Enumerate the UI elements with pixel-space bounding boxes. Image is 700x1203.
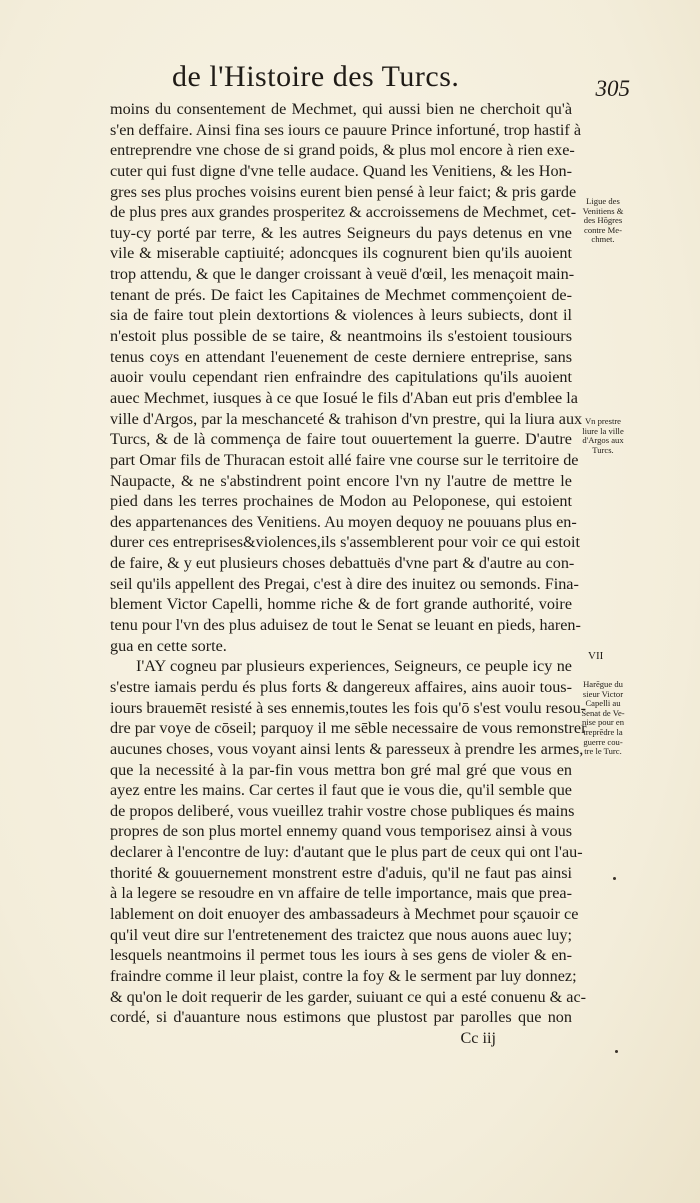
text-line: qu'il veut dire sur l'entretenement des traictez que nous auons auec luy; [110, 925, 572, 944]
text-line: propres de son plus mortel ennemy quand vous temporisez ainsi à vous [110, 822, 572, 841]
margin-note-line: treprēdre la [583, 726, 623, 737]
text-line: de plus pres aux grandes prosperitez & accroissemens de Mechmet, cet- [110, 203, 577, 222]
text-line: thorité & gouuernement monstrent estre d'aduis, qu'il ne faut pas ainsi [110, 863, 572, 882]
text-line: tenu pour l'vn des plus aduisez de tout le Senat se leuant en pieds, haren- [110, 616, 581, 635]
text-line: des appartenances des Venitiens. Au moyen dequoy ne pouuans plus en- [110, 512, 577, 531]
text-line: durer ces entreprises&violences,ils s'assemblerent pour voir ce qui estoit [110, 533, 580, 552]
text-line: de propos deliberé, vous vueillez trahir vostre chose publiques és mains [110, 801, 575, 820]
margin-note [573, 417, 633, 455]
text-line: entreprendre vne chose de si grand poids, & plus mol encore à rien exe- [110, 141, 575, 160]
text-line: dre par voye de cōseil; parquoy il me sēble necessaire de vous remonstrer [110, 719, 587, 738]
margin-note-line: sieur Victor [582, 688, 624, 699]
text-line: que la necessité à la par-fin vous mettra bon gré mal gré que vous en [110, 760, 572, 779]
text-line: ayez entre les mains. Car certes il faut que ie vous die, qu'il semble que [110, 781, 572, 800]
margin-note-line: liure la ville [582, 425, 624, 436]
signature-mark: Cc iij [460, 1028, 496, 1047]
margin-note-line: Senat de Ve- [581, 707, 625, 718]
text-line: auec Mechmet, iusques à ce que Iosué le fils d'Aban eut pris d'emblee la [110, 388, 578, 407]
margin-note-line: d'Argos aux [582, 435, 624, 446]
page-number: 305 [595, 76, 630, 101]
text-line: cordé, si d'auanture nous estimons que plustost par parolles que non [110, 1008, 572, 1027]
margin-note [573, 680, 633, 757]
text-line: gres ses plus proches voisins eurent bien pensé à leur faict; & pris garde [110, 182, 577, 201]
margin-dot [615, 1050, 618, 1053]
text-line: seil qu'ils appellent des Pregai, c'est à dire des inuitez ou semonds. Fina- [110, 574, 579, 593]
text-line: cuter qui fust digne d'vne telle audace. Quand les Venitiens, & les Hon- [110, 161, 573, 180]
text-line: Naupacte, & ne s'abstindrent point encore l'vn ny l'autre de mettre le [110, 471, 572, 490]
text-line: declarer à l'encontre de luy: d'autant que le plus part de ceux qui ont l'au- [110, 843, 583, 862]
text-line: trop attendu, & que le danger croissant à veuë d'œil, les menaçoit main- [110, 265, 575, 284]
text-line: & qu'on le doit requerir de les garder, suiuant ce qui a esté conuenu & ac- [110, 987, 587, 1006]
text-line: ville d'Argos, par la meschanceté & trahison d'vn prestre, qui la liura aux [110, 409, 583, 428]
margin-note-line: tre le Turc. [584, 746, 622, 757]
text-line: n'estoit plus possible de se taire, & neantmoins ils s'estoient tousiours [110, 327, 572, 346]
text-line: de faire, & y eut plusieurs choses debattuës d'vne part & d'autre au con- [110, 554, 575, 573]
text-line: gua en cette sorte. [110, 636, 227, 655]
margin-dot [613, 877, 616, 880]
margin-note-line: Capelli au [585, 698, 621, 709]
margin-note [573, 197, 633, 245]
margin-note-line: chmet. [591, 234, 615, 245]
margin-note-line: Ligue des [586, 196, 620, 206]
page-header [170, 58, 630, 101]
margin-note-line: nise pour en [581, 717, 624, 728]
text-line: auoir voulu cependant rien enfraindre des capitulations qu'ils auoient [110, 368, 572, 387]
text-line: tenus coys en attendant l'euenement de ceste derniere entreprise, sans [110, 347, 572, 366]
margin-note-line: des Hōgres [583, 215, 623, 226]
text-line: Turcs, & de là commença de faire tout ouuertement la guerre. D'autre [110, 430, 572, 449]
text-line: sia de faire tout plein dextortions & violences à leurs subiects, dont il [110, 306, 572, 325]
margin-note-line: Vn prestre [584, 416, 622, 426]
margin-note-line: Harēgue du [583, 679, 623, 689]
text-line: lesquels neantmoins il permet tous les iours à ses gens de violer & en- [110, 946, 572, 965]
text-line: tenant de prés. De faict les Capitaines de Mechmet commençoient de- [110, 285, 572, 304]
margin-note-line: Venitiens & [582, 205, 624, 216]
text-line: aucunes choses, vous voyant ainsi lents & paresseux à prendre les armes, [110, 739, 584, 758]
chapter-mark: VII [588, 650, 604, 662]
body-text [110, 99, 587, 1048]
running-title: de l'Histoire des Turcs. [172, 60, 460, 93]
margin-note-line: Turcs. [592, 444, 614, 455]
margin-note-line: guerre cou- [583, 736, 623, 747]
text-line: moins du consentement de Mechmet, qui aussi bien ne cherchoit qu'à [110, 100, 572, 118]
text-line: I'AY cogneu par plusieurs experiences, Seigneurs, ce peuple icy ne [136, 657, 572, 676]
text-line: s'estre iamais perdu és plus forts & dangereux affaires, ains auoir tous- [110, 677, 572, 696]
text-line: vile & miserable captiuité; adoncques ils cognurent bien qu'ils auoient [110, 244, 572, 263]
text-line: fraindre comme il leur plaist, contre la foy & le serment par luy donnez; [110, 966, 577, 985]
text-line: iours brauemēt resisté à ses ennemis,toutes les fois qu'ō s'est voulu resou- [110, 698, 587, 717]
text-line: à la legere se resoudre en vn affaire de telle importance, mais que prea- [110, 884, 572, 903]
margin-note-line: contre Me- [584, 224, 622, 235]
text-line: s'en deffaire. Ainsi fina ses iours ce pauure Prince infortuné, trop hastif à [110, 120, 582, 139]
text-line: lablement on doit enuoyer des ambassadeurs à Mechmet pour sçauoir ce [110, 904, 579, 923]
text-line: pied dans les terres prochaines de Modon au Peloponese, qui estoient [110, 492, 572, 511]
text-line: blement Victor Capelli, homme riche & de fort grande authorité, voire [110, 595, 572, 614]
text-line: part Omar fils de Thuracan estoit allé faire vne course sur le territoire de [110, 450, 579, 469]
text-line: tuy-cy porté par terre, & les autres Seigneurs du pays detenus en vne [110, 223, 572, 242]
